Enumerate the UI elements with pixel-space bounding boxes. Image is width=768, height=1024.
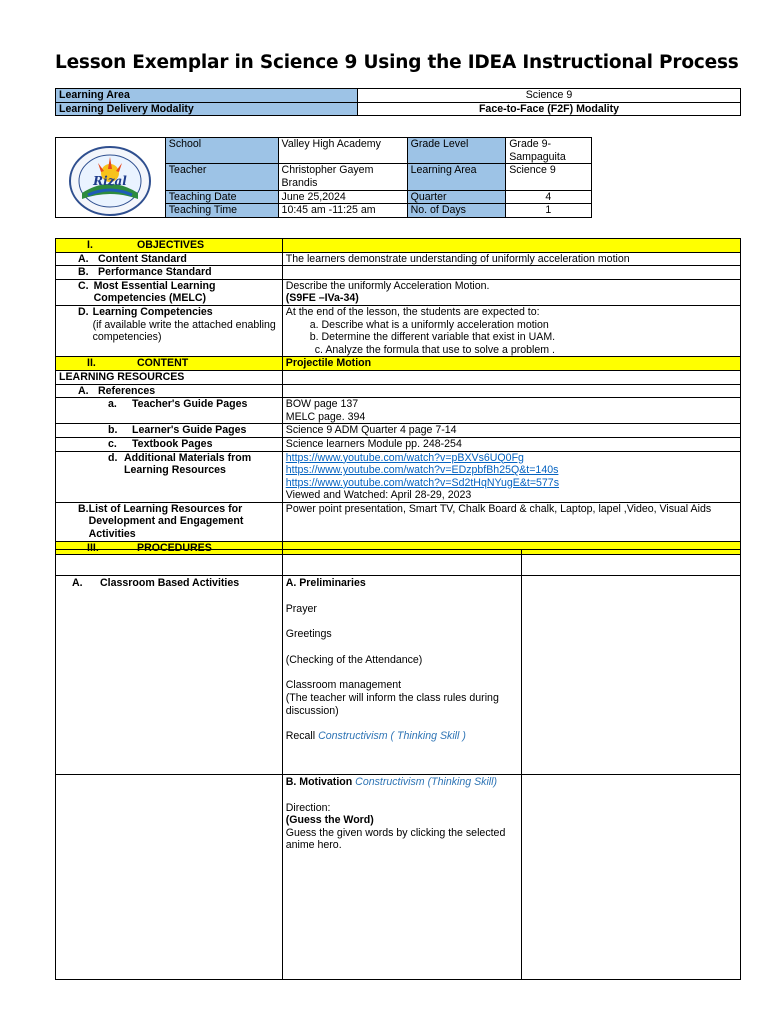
youtube-link-3[interactable]: https://www.youtube.com/watch?v=Sd2tHqNYugE&t=577s xyxy=(285,476,559,489)
learners-guide-value: Science 9 ADM Quarter 4 page 7-14 xyxy=(282,424,740,438)
teaching-time-value: 10:45 am -11:25 am xyxy=(278,204,407,218)
deped-rizal-seal-icon xyxy=(68,145,152,217)
logo-text: Rizal xyxy=(93,174,128,188)
learning-area-label-2: Learning Area xyxy=(407,164,506,190)
additional-materials-value: https://www.youtube.com/watch?v=pBXVs6UQ0Fg https://www.youtube.com/watch?v=EDzpbfBh25Q&t=140s https://www.youtube.com/watch?v=Sd2tHqNYugE&t=577s Viewed and Watched: April 28-29, 2023 xyxy=(282,451,740,502)
melc-value: Describe the uniformly Acceleration Motion. (S9FE –IVa-34) xyxy=(282,279,740,305)
procedures-table xyxy=(55,549,741,980)
school-value: Valley High Academy xyxy=(278,138,407,164)
lesson-plan-table xyxy=(55,238,741,555)
teachers-guide-label: a. Teacher's Guide Pages xyxy=(56,398,283,424)
modality-value: Face-to-Face (F2F) Modality xyxy=(358,102,741,116)
school-info-table xyxy=(55,137,741,218)
teaching-date-label: Teaching Date xyxy=(165,190,278,204)
preliminaries-cell: A. Preliminaries Prayer Greetings (Checking of the Attendance) Classroom management (The teacher will inform the class rules during discussion) Recall Constructivism ( Thinking Skill ) xyxy=(282,576,522,775)
teaching-date-value: June 25,2024 xyxy=(278,190,407,204)
page-title: Lesson Exemplar in Science 9 Using the IDEA Instructional Process xyxy=(55,52,739,73)
quarter-label: Quarter xyxy=(407,190,506,204)
school-label: School xyxy=(165,138,278,164)
youtube-link-2[interactable]: https://www.youtube.com/watch?v=EDzpbfBh25Q&t=140s xyxy=(285,464,559,477)
modality-label: Learning Delivery Modality xyxy=(56,102,358,116)
teachers-guide-value: BOW page 137 MELC page. 394 xyxy=(282,398,740,424)
content-standard-value: The learners demonstrate understanding of uniformly acceleration motion xyxy=(282,252,740,266)
days-value: 1 xyxy=(506,204,591,218)
teacher-value: Christopher Gayem Brandis xyxy=(278,164,407,190)
melc-label: C. Most Essential Learning Competencies (MELC) xyxy=(56,279,283,305)
list-of-resources-value: Power point presentation, Smart TV, Chalk Board & chalk, Laptop, lapel ,Video, Visual Aids xyxy=(282,502,740,541)
textbook-value: Science learners Module pp. 248-254 xyxy=(282,437,740,451)
textbook-label: c. Textbook Pages xyxy=(56,437,283,451)
additional-materials-label: d. Additional Materials from Learning Resources xyxy=(56,451,283,502)
references-label: A. References xyxy=(56,384,283,398)
procedures-heading: III. PROCEDURES xyxy=(56,541,283,555)
grade-value: Grade 9- Sampaguita xyxy=(506,138,591,164)
motivation-cell: B. Motivation Constructivism (Thinking Skill) Direction: (Guess the Word) Guess the given words by clicking the selected anime hero. xyxy=(282,775,522,980)
grade-label: Grade Level xyxy=(407,138,506,164)
learning-area-value-2: Science 9 xyxy=(506,164,591,190)
learning-area-value: Science 9 xyxy=(358,89,741,103)
learning-resources-heading: LEARNING RESOURCES xyxy=(56,370,283,384)
quarter-value: 4 xyxy=(506,190,591,204)
content-standard-label: A. Content Standard xyxy=(56,252,283,266)
list-of-resources-label: B. List of Learning Resources for Development and Engagement Activities xyxy=(56,502,283,541)
youtube-link-1[interactable]: https://www.youtube.com/watch?v=pBXVs6UQ0Fg xyxy=(285,451,524,464)
learning-competencies-value: At the end of the lesson, the students are expected to: a. Describe what is a uniformly acceleration motion b. Determine the different variable that exist in UAM. c. Analyze the formula that use to solve a problem . xyxy=(282,305,740,356)
header-table xyxy=(55,88,741,116)
learning-area-label: Learning Area xyxy=(56,89,358,103)
learning-competencies-label: D. Learning Competencies (if available write the attached enabling competencies) xyxy=(56,305,283,356)
performance-standard-label: B. Performance Standard xyxy=(56,266,283,280)
content-value: Projectile Motion xyxy=(282,357,740,371)
logo-cell xyxy=(56,138,166,218)
classroom-activities-label: A. Classroom Based Activities xyxy=(56,576,283,775)
teaching-time-label: Teaching Time xyxy=(165,204,278,218)
days-label: No. of Days xyxy=(407,204,506,218)
learners-guide-label: b. Learner's Guide Pages xyxy=(56,424,283,438)
content-heading: II. CONTENT xyxy=(56,357,283,371)
teacher-label: Teacher xyxy=(165,164,278,190)
objectives-heading: I. OBJECTIVES xyxy=(56,239,283,253)
